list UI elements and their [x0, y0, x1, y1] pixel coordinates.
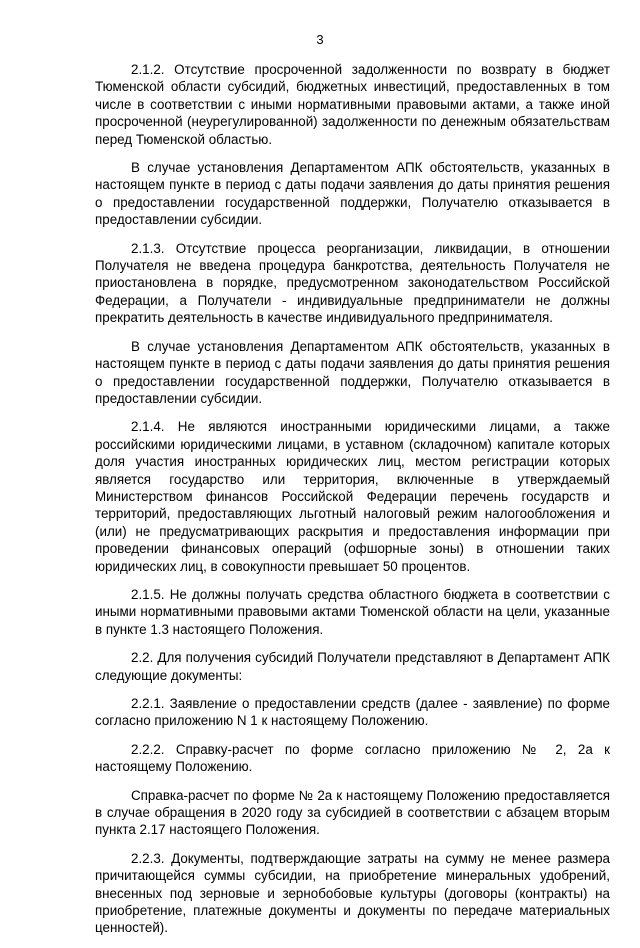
paragraph-2-1-2: 2.1.2. Отсутствие просроченной задолженности по возврату в бюджет Тюменской области субсидий, бюджетных инвестиций, предоставленных в том числе в соответствии с иными нормативными правовыми актами, а также иной просроченной (неурегулированной) задолженности по денежным обязательствам перед Тюменской областью.: [95, 62, 610, 147]
paragraph-refusal-1: В случае установления Департаментом АПК обстоятельств, указанных в настоящем пункте в период с даты подачи заявления до даты принятия решения о предоставлении государственной поддержки, Получателю отказывается в предоставлении субсидии.: [95, 160, 610, 228]
paragraph-form-2a: Справка-расчет по форме № 2а к настоящему Положению предоставляется в случае обращения в 2020 году за субсидией в соответствии с абзацем вторым пункта 2.17 настоящего Положения.: [95, 787, 610, 838]
paragraph-2-1-3: 2.1.3. Отсутствие процесса реорганизации, ликвидации, в отношении Получателя не введена процедура банкротства, деятельность Получателя не приостановлена в порядке, предусмотренном законодательством Российской Федерации, а Получатели - индивидуальные предприниматели не должны прекратить деятельность в качестве индивидуального предпринимателя.: [95, 240, 610, 326]
paragraph-2-2: 2.2. Для получения субсидий Получатели представляют в Департамент АПК следующие документы:: [95, 650, 610, 683]
document-body: [95, 61, 610, 948]
paragraph-2-1-4: 2.1.4. Не являются иностранными юридическими лицами, а также российскими юридическими лицами, в уставном (складочном) капитале которых доля участия иностранных юридических лиц, местом регистрации которых является государство или территория, включенные в утверждаемый Министерством финансов Российской Федерации перечень государств и территорий, предоставляющих льготный налоговый режим налогообложения и (или) не предусматривающих раскрытия и предоставления информации при проведении финансовых операций (офшорные зоны) в отношении таких юридических лиц, в совокупности превышает 50 процентов.: [95, 419, 610, 574]
paragraph-2-2-1: 2.2.1. Заявление о предоставлении средств (далее - заявление) по форме согласно приложению N 1 к настоящему Положению.: [95, 696, 610, 729]
paragraph-2-2-3: 2.2.3. Документы, подтверждающие затраты на сумму не менее размера причитающейся суммы субсидии, на приобретение минеральных удобрений, внесенных под зерновые и зернобобовые культуры (договоры (контракты) на приобретение, платежные документы и документы по передаче материальных ценностей).: [95, 850, 610, 936]
paragraph-refusal-2: В случае установления Департаментом АПК обстоятельств, указанных в настоящем пункте в период с даты подачи заявления до даты принятия решения о предоставлении государственной поддержки, Получателю отказывается в предоставлении субсидии.: [95, 338, 610, 406]
page-number: 3: [316, 32, 324, 47]
paragraph-2-1-5: 2.1.5. Не должны получать средства областного бюджета в соответствии с иными нормативными правовыми актами Тюменской области на цели, указанные в пункте 1.3 настоящего Положения.: [95, 586, 610, 637]
paragraph-2-2-2: 2.2.2. Справку-расчет по форме согласно приложению № 2, 2а к настоящему Положению.: [95, 741, 610, 775]
